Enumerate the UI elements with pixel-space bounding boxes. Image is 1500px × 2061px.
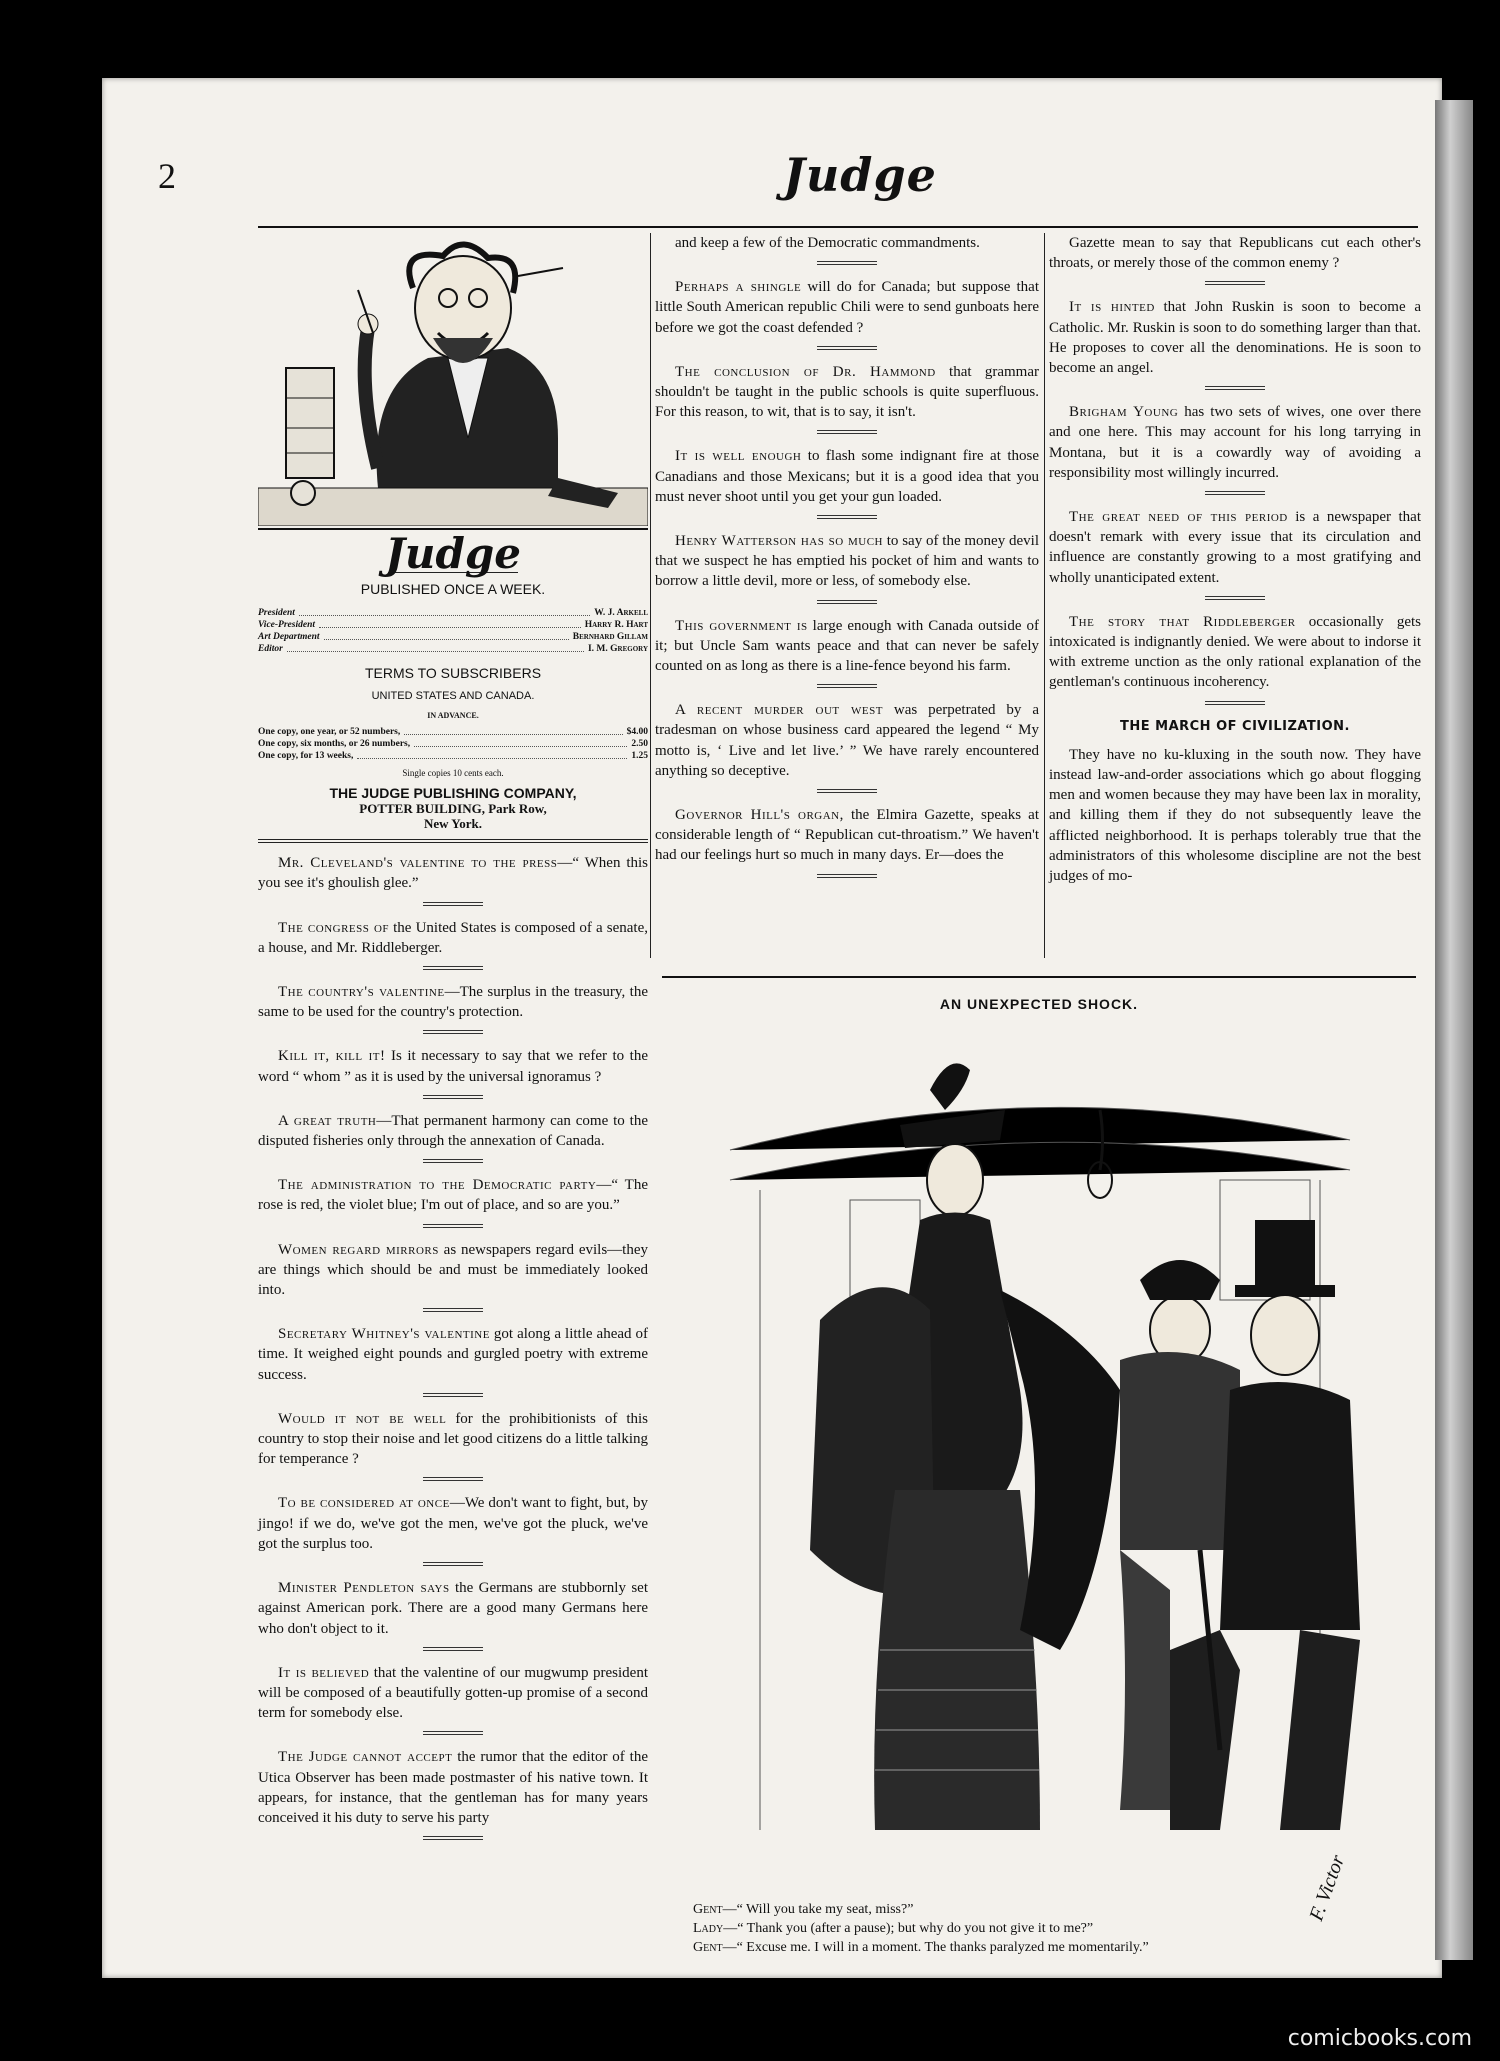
paragraph-lead: It is believed [278, 1664, 370, 1681]
terms-row [258, 738, 648, 750]
terms-row [258, 750, 648, 762]
paragraph-text: to flash some indignant fire at those Canadians and those Mexicans; but it is a good idea that you must never shoot until you get your gun loaded. [655, 448, 1039, 505]
paragraph [258, 1046, 648, 1098]
paragraph-lead: The conclusion of Dr. Hammond [675, 363, 936, 380]
paragraph [1049, 402, 1421, 495]
paragraph-text: —“ The rose is red, the violet blue; I'm out of place, and so are you.” [258, 1177, 648, 1214]
column-2 [650, 233, 1039, 958]
paragraph-text: as newspapers regard evils—they are things which should be and must be immediately looked into. [258, 1241, 648, 1299]
single-copies: Single copies 10 cents each. [402, 768, 504, 779]
paragraph [258, 1324, 648, 1397]
caption-speaker: Gent [693, 1940, 723, 1955]
publisher-block [258, 786, 648, 831]
paragraph-text: Is it necessary to say that we refer to the word “ whom ” as it is used by the universal ignoramus ? [258, 1048, 648, 1085]
paragraph [258, 918, 648, 970]
paragraph-text: that John Ruskin is soon to become a Catholic. Mr. Ruskin is soon to do something larger than that. He proposes to cover all the denominations. He is soon to become an angel. [1049, 299, 1421, 377]
paragraph-text: was perpetrated by a tradesman on whose business card appeared the legend “ My motto is, ‘ Live and let live.’ ” We have rarely encountered anything so deceptive. [655, 702, 1039, 779]
paragraph-text: large enough with Canada outside of it; but Uncle Sam wants peace and that can never be safely counted on as long as there is a line-fence beyond his farm. [655, 617, 1039, 675]
paragraph-text: —We don't want to fight, but, by jingo! if we do, we've got the men, we've got the pluck, we've got the surplus too. [258, 1495, 649, 1552]
paragraph [258, 1175, 648, 1227]
paragraph-lead: To be considered at once [278, 1495, 450, 1512]
paragraph-text: occasionally gets intoxicated is indignantly denied. We were about to indorse it with extreme unction as the only rational explanation of the gentleman's continuous incoherency. [1049, 613, 1421, 691]
paragraph-text: to say of the money devil that we suspect he has emptied his pocket of him and wants to borrow a little devil, more or less, of somebody else. [655, 533, 1039, 590]
paragraph-lead: It is well enough [675, 448, 802, 465]
terms-table [258, 726, 648, 762]
caption-text: —“ Excuse me. I will in a moment. The thanks paralyzed me momentarily.” [722, 1940, 1149, 1955]
editor-illustration [258, 238, 648, 530]
paragraph-lead: The great need of this period [1069, 509, 1288, 526]
cartoon-caption [693, 1900, 1413, 1957]
officer-name: Bernhard Gillam [572, 632, 648, 643]
paragraph-lead: Would it not be well [278, 1410, 447, 1427]
officer-row [258, 619, 648, 631]
caption-line [693, 1900, 1413, 1919]
paragraph [258, 853, 648, 905]
terms-label: One copy, one year, or 52 numbers, [258, 727, 401, 738]
officer-row [258, 631, 648, 643]
paragraph-lead: Kill it, kill it! [278, 1048, 386, 1065]
paragraph-lead: This government is [675, 617, 808, 634]
paragraph-lead: Women regard mirrors [278, 1241, 439, 1258]
paragraph [1049, 612, 1421, 705]
paragraph-lead: A recent murder out west [675, 702, 883, 719]
paragraph [655, 277, 1039, 350]
paragraph-text: has two sets of wives, one over there and one here. This may account for his long tarrying in Montana, but it is a cowardly way of avoiding a responsibility most willingly incurred. [1049, 404, 1421, 481]
cartoon-rule [662, 976, 1416, 978]
column-3-paragraphs [1049, 233, 1421, 705]
paragraph [258, 1409, 648, 1482]
section-title: THE MARCH OF CIVILIZATION. [1119, 718, 1350, 734]
terms-title: TERMS TO SUBSCRIBERS [364, 665, 542, 682]
editor-caricature-drawing [258, 238, 648, 526]
paragraph [655, 446, 1039, 519]
paragraph-lead: Secretary Whitney's valentine [278, 1326, 490, 1343]
paragraph-text: the United States is composed of a senate, a house, and Mr. Riddleberger. [258, 919, 648, 956]
officer-name: Harry R. Hart [584, 620, 648, 631]
page-edge [1435, 100, 1473, 1960]
paragraph-text: that grammar shouldn't be taught in the public schools is quite superfluous. For this reason, to wit, that is to say, it isn't. [655, 363, 1039, 421]
paragraph [258, 1240, 648, 1313]
paragraph-text: and keep a few of the Democratic commandments. [675, 235, 980, 251]
officer-row [258, 607, 648, 619]
watermark: comicbooks.com [1287, 2026, 1472, 2051]
paragraph-lead: Mr. Cleveland's valentine to the press [278, 855, 558, 872]
officers-list [258, 607, 648, 655]
paragraph-text: the Germans are stubbornly set against American pork. There are a good many Germans here who don't object to it. [258, 1580, 648, 1637]
paragraph-lead: A great truth [278, 1112, 377, 1129]
column-3 [1044, 233, 1421, 958]
officer-role: President [258, 608, 295, 619]
paragraph [1049, 297, 1421, 390]
officer-role: Art Department [258, 632, 320, 643]
paragraph [258, 1493, 648, 1566]
paragraph [655, 616, 1039, 689]
paragraph-text: that the valentine of our mugwump president will be composed of a beautifully gotten-up promise of a second term for somebody else. [258, 1664, 648, 1722]
artist-signature: F. Victor [1305, 1852, 1350, 1924]
column-1 [258, 238, 648, 1852]
terms-advance: IN ADVANCE. [427, 710, 479, 720]
paragraph [258, 1111, 648, 1163]
paragraph [258, 1578, 648, 1651]
caption-text: —“ Thank you (after a pause); but why do you not give it to me?” [723, 1921, 1094, 1936]
header-rule [258, 226, 1418, 228]
train-car-drawing [700, 1030, 1380, 1890]
paragraph-lead: It is hinted [1069, 299, 1155, 316]
paragraph-lead: Brigham Young [1069, 404, 1179, 421]
paragraph-text: the rumor that the editor of the Utica Observer has been made postmaster of his native town. It appears, for instance, that the gentleman has for many years conceived it his duty to serve his party [258, 1749, 648, 1826]
paragraph: They have no ku-kluxing in the south now. They have instead law-and-order associations which go about flogging men and women because they may have been lax in morality, and killing them if they do not subsequently leave the afflicted neighborhood. It is perhaps tolerably true that the administrators of this wholesome discipline are not the best judges of mo- [1049, 746, 1421, 885]
paragraph [655, 362, 1039, 435]
terms-price: 2.50 [631, 739, 648, 750]
officer-row [258, 643, 648, 655]
caption-speaker: Lady [693, 1921, 724, 1936]
caption-text: —“ Will you take my seat, miss?” [722, 1902, 914, 1917]
published-line: PUBLISHED ONCE A WEEK. [360, 581, 546, 598]
paragraph-lead: Perhaps a shingle [675, 279, 802, 296]
paragraph-lead: The country's valentine [278, 984, 445, 1001]
terms-label: One copy, six months, or 26 numbers, [258, 739, 411, 750]
paragraph-text: for the prohibitionists of this country to stop their noise and let good citizens do a little talking for temperance ? [258, 1410, 648, 1468]
officer-role: Editor [258, 644, 283, 655]
terms-row [258, 726, 648, 738]
paragraph-lead: The congress of [278, 919, 390, 936]
paragraph-text: will do for Canada; but suppose that little South American republic Chili were to send gunboats here before we got the coast defended ? [655, 279, 1039, 336]
masthead-logo-small: Judge [385, 529, 521, 578]
paragraph-text: —That permanent harmony can come to the disputed fisheries only through the annexation of Canada. [258, 1112, 648, 1150]
officer-name: W. J. Arkell [594, 608, 648, 619]
paragraph [1049, 233, 1421, 285]
paragraph [655, 805, 1039, 878]
paragraph-text: Gazette mean to say that Republicans cut each other's throats, or merely those of the common enemy ? [1049, 235, 1421, 272]
paragraph [655, 531, 1039, 604]
officer-role: Vice-President [258, 620, 315, 631]
column-2-paragraphs [655, 233, 1039, 878]
paragraph-text: the Elmira Gazette, speaks at considerable length of “ Republican cut-throatism.” We haven't had our feelings hurt so much in many days. Er—does the [655, 807, 1039, 864]
paragraph-lead: Minister Pendleton says [278, 1580, 450, 1597]
cartoon-title: AN UNEXPECTED SHOCK. [939, 996, 1139, 1012]
paragraph-text: —The surplus in the treasury, the same to be used for the country's protection. [258, 984, 649, 1021]
paragraph [258, 1747, 648, 1840]
paragraph-lead: Governor Hill's organ, [675, 807, 844, 824]
column-1-paragraphs [258, 853, 648, 1840]
paragraph-lead: The Judge cannot accept [278, 1749, 453, 1766]
address-city: New York. [423, 816, 482, 832]
paragraph-lead: The story that Riddleberger [1069, 613, 1296, 630]
paragraph-text: got along a little ahead of time. It weighed eight pounds and gurgled poetry with extreme success. [258, 1326, 648, 1383]
terms-subtitle: UNITED STATES AND CANADA. [371, 689, 535, 702]
paragraph [258, 982, 648, 1034]
terms-price: $4.00 [626, 727, 648, 738]
page-number: 2 [158, 156, 176, 196]
address-line: POTTER BUILDING, Park Row, [359, 801, 547, 817]
officer-name: I. M. Gregory [587, 644, 648, 655]
paragraph [1049, 507, 1421, 600]
paragraph [655, 700, 1039, 793]
paragraph-text: is a newspaper that doesn't remark with every issue that its circulation and influence are constantly growing to a most gratifying and wholly unanticipated extent. [1049, 509, 1422, 586]
company-name: THE JUDGE PUBLISHING COMPANY, [329, 785, 577, 802]
paragraph-lead: Henry Watterson has so much [675, 533, 883, 550]
terms-label: One copy, for 13 weeks, [258, 751, 354, 762]
caption-line [693, 1938, 1413, 1957]
paragraph [258, 1663, 648, 1736]
masthead-logo: Judge [783, 148, 937, 202]
caption-speaker: Gent [693, 1902, 723, 1917]
caption-line [693, 1919, 1413, 1938]
paragraph-lead: The administration to the Democratic party [278, 1177, 597, 1194]
section-rule [258, 839, 648, 843]
paragraph [655, 233, 1039, 265]
terms-price: 1.25 [631, 751, 648, 762]
paragraph-text: —“ When this you see it's ghoulish glee.” [258, 855, 648, 892]
